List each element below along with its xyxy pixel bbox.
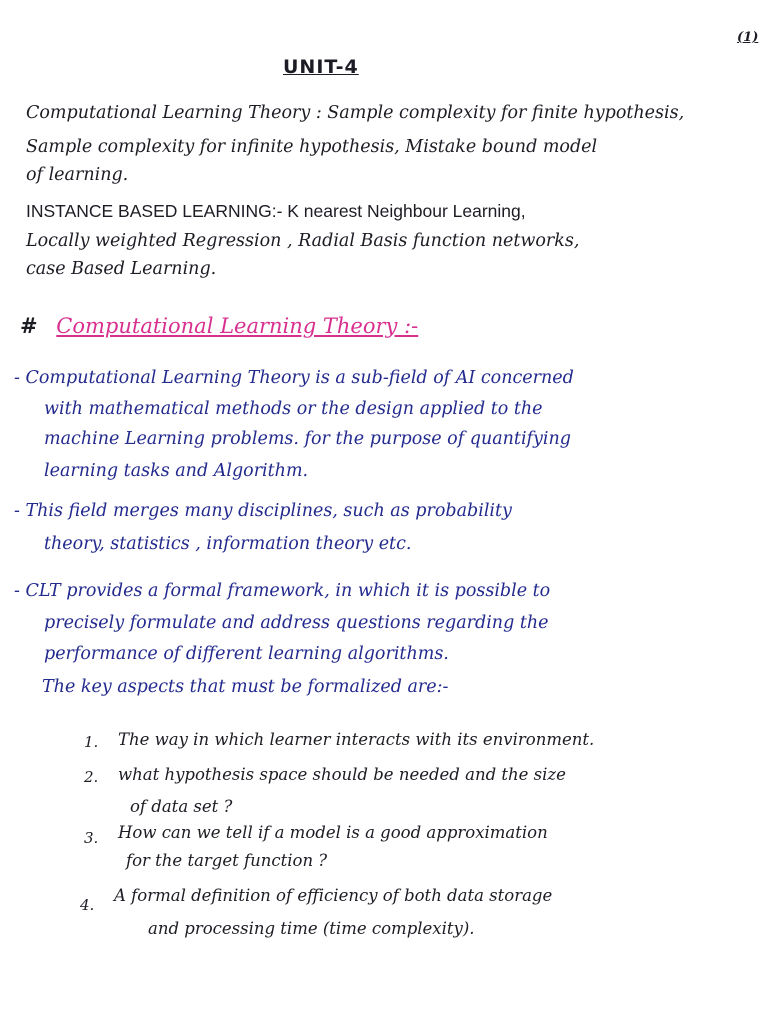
syllabus-line: Computational Learning Theory : Sample complexity for finite hypothesis, [26,103,685,123]
section-heading [20,313,418,338]
page-number: (1) [737,30,759,45]
list-item: what hypothesis space should be needed and the size [118,765,566,784]
syllabus-line: INSTANCE BASED LEARNING:- K nearest Neighbour Learning, [26,201,526,221]
paragraph-line: learning tasks and Algorithm. [44,461,309,481]
paragraph-line: machine Learning problems. for the purpose of quantifying [44,429,571,449]
paragraph-line: performance of different learning algorithms. [44,644,449,664]
heading-text: Computational Learning Theory :- [56,314,419,338]
heading-hash: # [20,313,38,338]
syllabus-line: of learning. [26,165,129,185]
list-item: A formal definition of efficiency of both data storage [114,886,553,905]
list-item: The way in which learner interacts with its environment. [118,730,595,749]
syllabus-line: case Based Learning. [26,259,217,279]
list-item-continuation: and processing time (time complexity). [148,919,475,938]
list-item-number: 3. [84,829,99,847]
paragraph-line: with mathematical methods or the design applied to the [44,399,543,419]
list-item-number: 2. [84,768,99,786]
key-aspects-line: The key aspects that must be formalized are:- [42,677,449,697]
syllabus-line: Locally weighted Regression , Radial Basis function networks, [26,231,580,251]
list-item: How can we tell if a model is a good approximation [118,823,548,842]
paragraph-line: theory, statistics , information theory etc. [44,534,412,554]
list-item-continuation: for the target function ? [126,851,328,870]
paragraph-line: - This field merges many disciplines, such as probability [14,501,512,521]
list-item-continuation: of data set ? [130,797,233,816]
paragraph-line: - CLT provides a formal framework, in which it is possible to [14,581,551,601]
list-item-number: 1. [84,733,99,751]
list-item-number: 4. [80,896,95,914]
paragraph-line: precisely formulate and address questions regarding the [44,613,549,633]
paragraph-line: - Computational Learning Theory is a sub-field of AI concerned [14,368,574,388]
unit-title: UNIT-4 [283,56,359,78]
syllabus-line: Sample complexity for infinite hypothesis, Mistake bound model [26,137,598,157]
